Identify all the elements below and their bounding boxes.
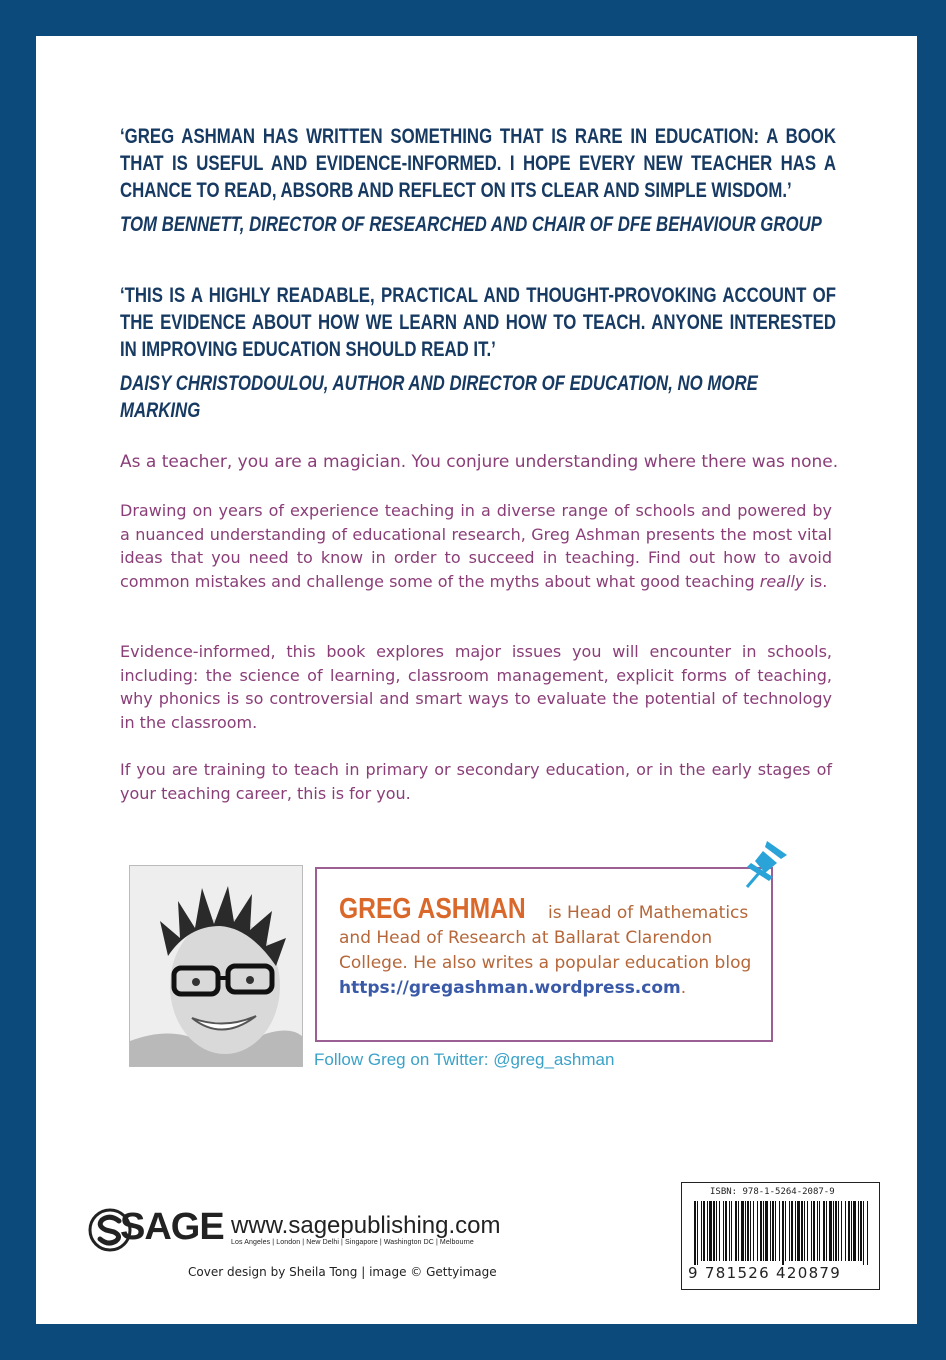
barcode-bar (775, 1201, 776, 1261)
barcode-bar (813, 1201, 815, 1261)
barcode-bar (779, 1201, 780, 1261)
barcode-bar (785, 1201, 786, 1261)
author-name: GREG ASHMAN (339, 893, 526, 925)
barcode-bar (823, 1201, 825, 1261)
barcode-bar (845, 1201, 846, 1261)
sage-wordmark: SAGE (120, 1206, 224, 1248)
barcode-bar (826, 1201, 827, 1261)
pushpin-icon (743, 837, 791, 889)
barcode-bar (694, 1201, 696, 1265)
barcode-bar (789, 1201, 790, 1261)
author-bio-text: is Head of Mathematics and Head of Research at Ballarat Clarendon College. He also writes a popular education blog (339, 903, 752, 973)
barcode (681, 1182, 880, 1290)
barcode-bar (697, 1201, 698, 1265)
barcode-bar (819, 1201, 820, 1261)
quote-attribution: TOM BENNETT, DIRECTOR OF RESEARCHED AND CHAIR OF DFE BEHAVIOUR GROUP (120, 213, 822, 236)
barcode-bar (716, 1201, 717, 1261)
cover-credit: Cover design by Sheila Tong | image © Gettyimage (188, 1265, 497, 1279)
author-photo (129, 865, 303, 1067)
barcode-bar (725, 1201, 727, 1261)
author-bio (339, 893, 769, 1001)
blurb-emphasis: really (759, 571, 805, 591)
quote-text: ‘GREG ASHMAN HAS WRITTEN SOMETHING THAT IS RARE IN EDUCATION: A BOOK THAT IS USEFUL AND EVIDENCE-INFORMED. I HOPE EVERY NEW TEACHER HAS A CHANCE TO READ, ABSORB AND REFLECT ON ITS CLEAR AND SIMPLE WISDOM.’ (120, 125, 836, 202)
blog-link[interactable]: https://gregashman.wordpress.com (339, 978, 681, 998)
quote-text: ‘THIS IS A HIGHLY READABLE, PRACTICAL AND THOUGHT-PROVOKING ACCOUNT OF THE EVIDENCE ABOUT HOW WE LEARN AND HOW TO TEACH. ANYONE INTERESTED IN IMPROVING EDUCATION SHOULD READ IT.’ (120, 284, 836, 361)
barcode-bar (848, 1201, 850, 1261)
barcode-number: 9 781526 420879 (688, 1264, 842, 1282)
barcode-bar (835, 1201, 837, 1261)
twitter-follow[interactable]: Follow Greg on Twitter: @greg_ashman (314, 1050, 615, 1069)
barcode-bar (765, 1201, 768, 1261)
barcode-bar (772, 1201, 774, 1261)
blurb-paragraph-2: Evidence-informed, this book explores major issues you will encounter in schools, including: the science of learning, classroom management, explicit forms of teaching, why phonics is so controversial and smart ways to evaluate the potential of technology in the classroom. (120, 642, 832, 732)
intro-line: As a teacher, you are a magician. You conjure understanding where there was none. (120, 452, 839, 472)
quote-daisy-christodoulou (120, 282, 836, 424)
barcode-bar (709, 1201, 712, 1261)
barcode-bar (797, 1201, 800, 1261)
barcode-bar (745, 1201, 746, 1261)
barcode-bar (731, 1201, 732, 1261)
barcode-bar (795, 1201, 796, 1261)
barcode-bar (703, 1201, 705, 1261)
barcode-bar (770, 1201, 771, 1261)
barcode-bar (801, 1201, 803, 1261)
blurb-text: Drawing on years of experience teaching in a diverse range of schools and powered by a nuanced understanding of educational research, Greg Ashman presents the most vital ideas that you need to know in order to succeed in teaching. Find out how to avoid common mistakes and challenge some of the myths about what good teaching (120, 501, 832, 591)
barcode-bar (863, 1201, 864, 1265)
isbn-label: ISBN: 978-1-5264-2087-9 (710, 1187, 835, 1197)
barcode-bar (841, 1201, 842, 1261)
barcode-bar (782, 1201, 784, 1265)
barcode-bar (833, 1201, 834, 1261)
author-bio-end: . (680, 978, 687, 998)
barcode-bar (707, 1201, 708, 1261)
blurb-paragraph-1 (120, 499, 832, 593)
barcode-bar (741, 1201, 744, 1261)
barcode-bar (829, 1201, 832, 1261)
author-portrait-image (130, 866, 302, 1066)
barcode-bar (735, 1201, 737, 1261)
quote-tom-bennett (120, 123, 836, 238)
barcode-bar (757, 1201, 758, 1261)
barcode-bar (817, 1201, 818, 1261)
barcode-bar (804, 1201, 805, 1261)
barcode-bar (738, 1201, 739, 1261)
barcode-bar (860, 1201, 862, 1261)
quote-attribution: DAISY CHRISTODOULOU, AUTHOR AND DIRECTOR OF EDUCATION, NO MORE MARKING (120, 372, 758, 422)
barcode-bar (791, 1201, 793, 1261)
publisher-cities: Los Angeles | London | New Delhi | Singapore | Washington DC | Melbourne (231, 1239, 474, 1246)
barcode-bar (838, 1201, 839, 1261)
barcode-bar (763, 1201, 764, 1261)
barcode-bar (729, 1201, 730, 1261)
barcode-bar (750, 1201, 751, 1261)
barcode-bar (723, 1201, 724, 1261)
blurb-paragraph-3: If you are training to teach in primary or secondary education, or in the early stages of your teaching career, this is for you. (120, 760, 832, 803)
barcode-bar (807, 1201, 808, 1261)
author-bio-box (315, 867, 773, 1042)
barcode-bar (760, 1201, 762, 1261)
barcode-bar (867, 1201, 868, 1265)
back-cover (36, 36, 917, 1324)
publisher-url[interactable]: www.sagepublishing.com (231, 1212, 501, 1239)
barcode-bar (753, 1201, 754, 1261)
barcode-bar (853, 1201, 856, 1261)
barcode-bar (701, 1201, 702, 1261)
barcode-bar (858, 1201, 859, 1261)
barcode-bar (719, 1201, 720, 1261)
barcode-bar (811, 1201, 812, 1261)
barcode-bar (851, 1201, 852, 1261)
barcode-bar (713, 1201, 715, 1261)
blurb-text: is. (804, 571, 828, 591)
barcode-bar (747, 1201, 749, 1261)
